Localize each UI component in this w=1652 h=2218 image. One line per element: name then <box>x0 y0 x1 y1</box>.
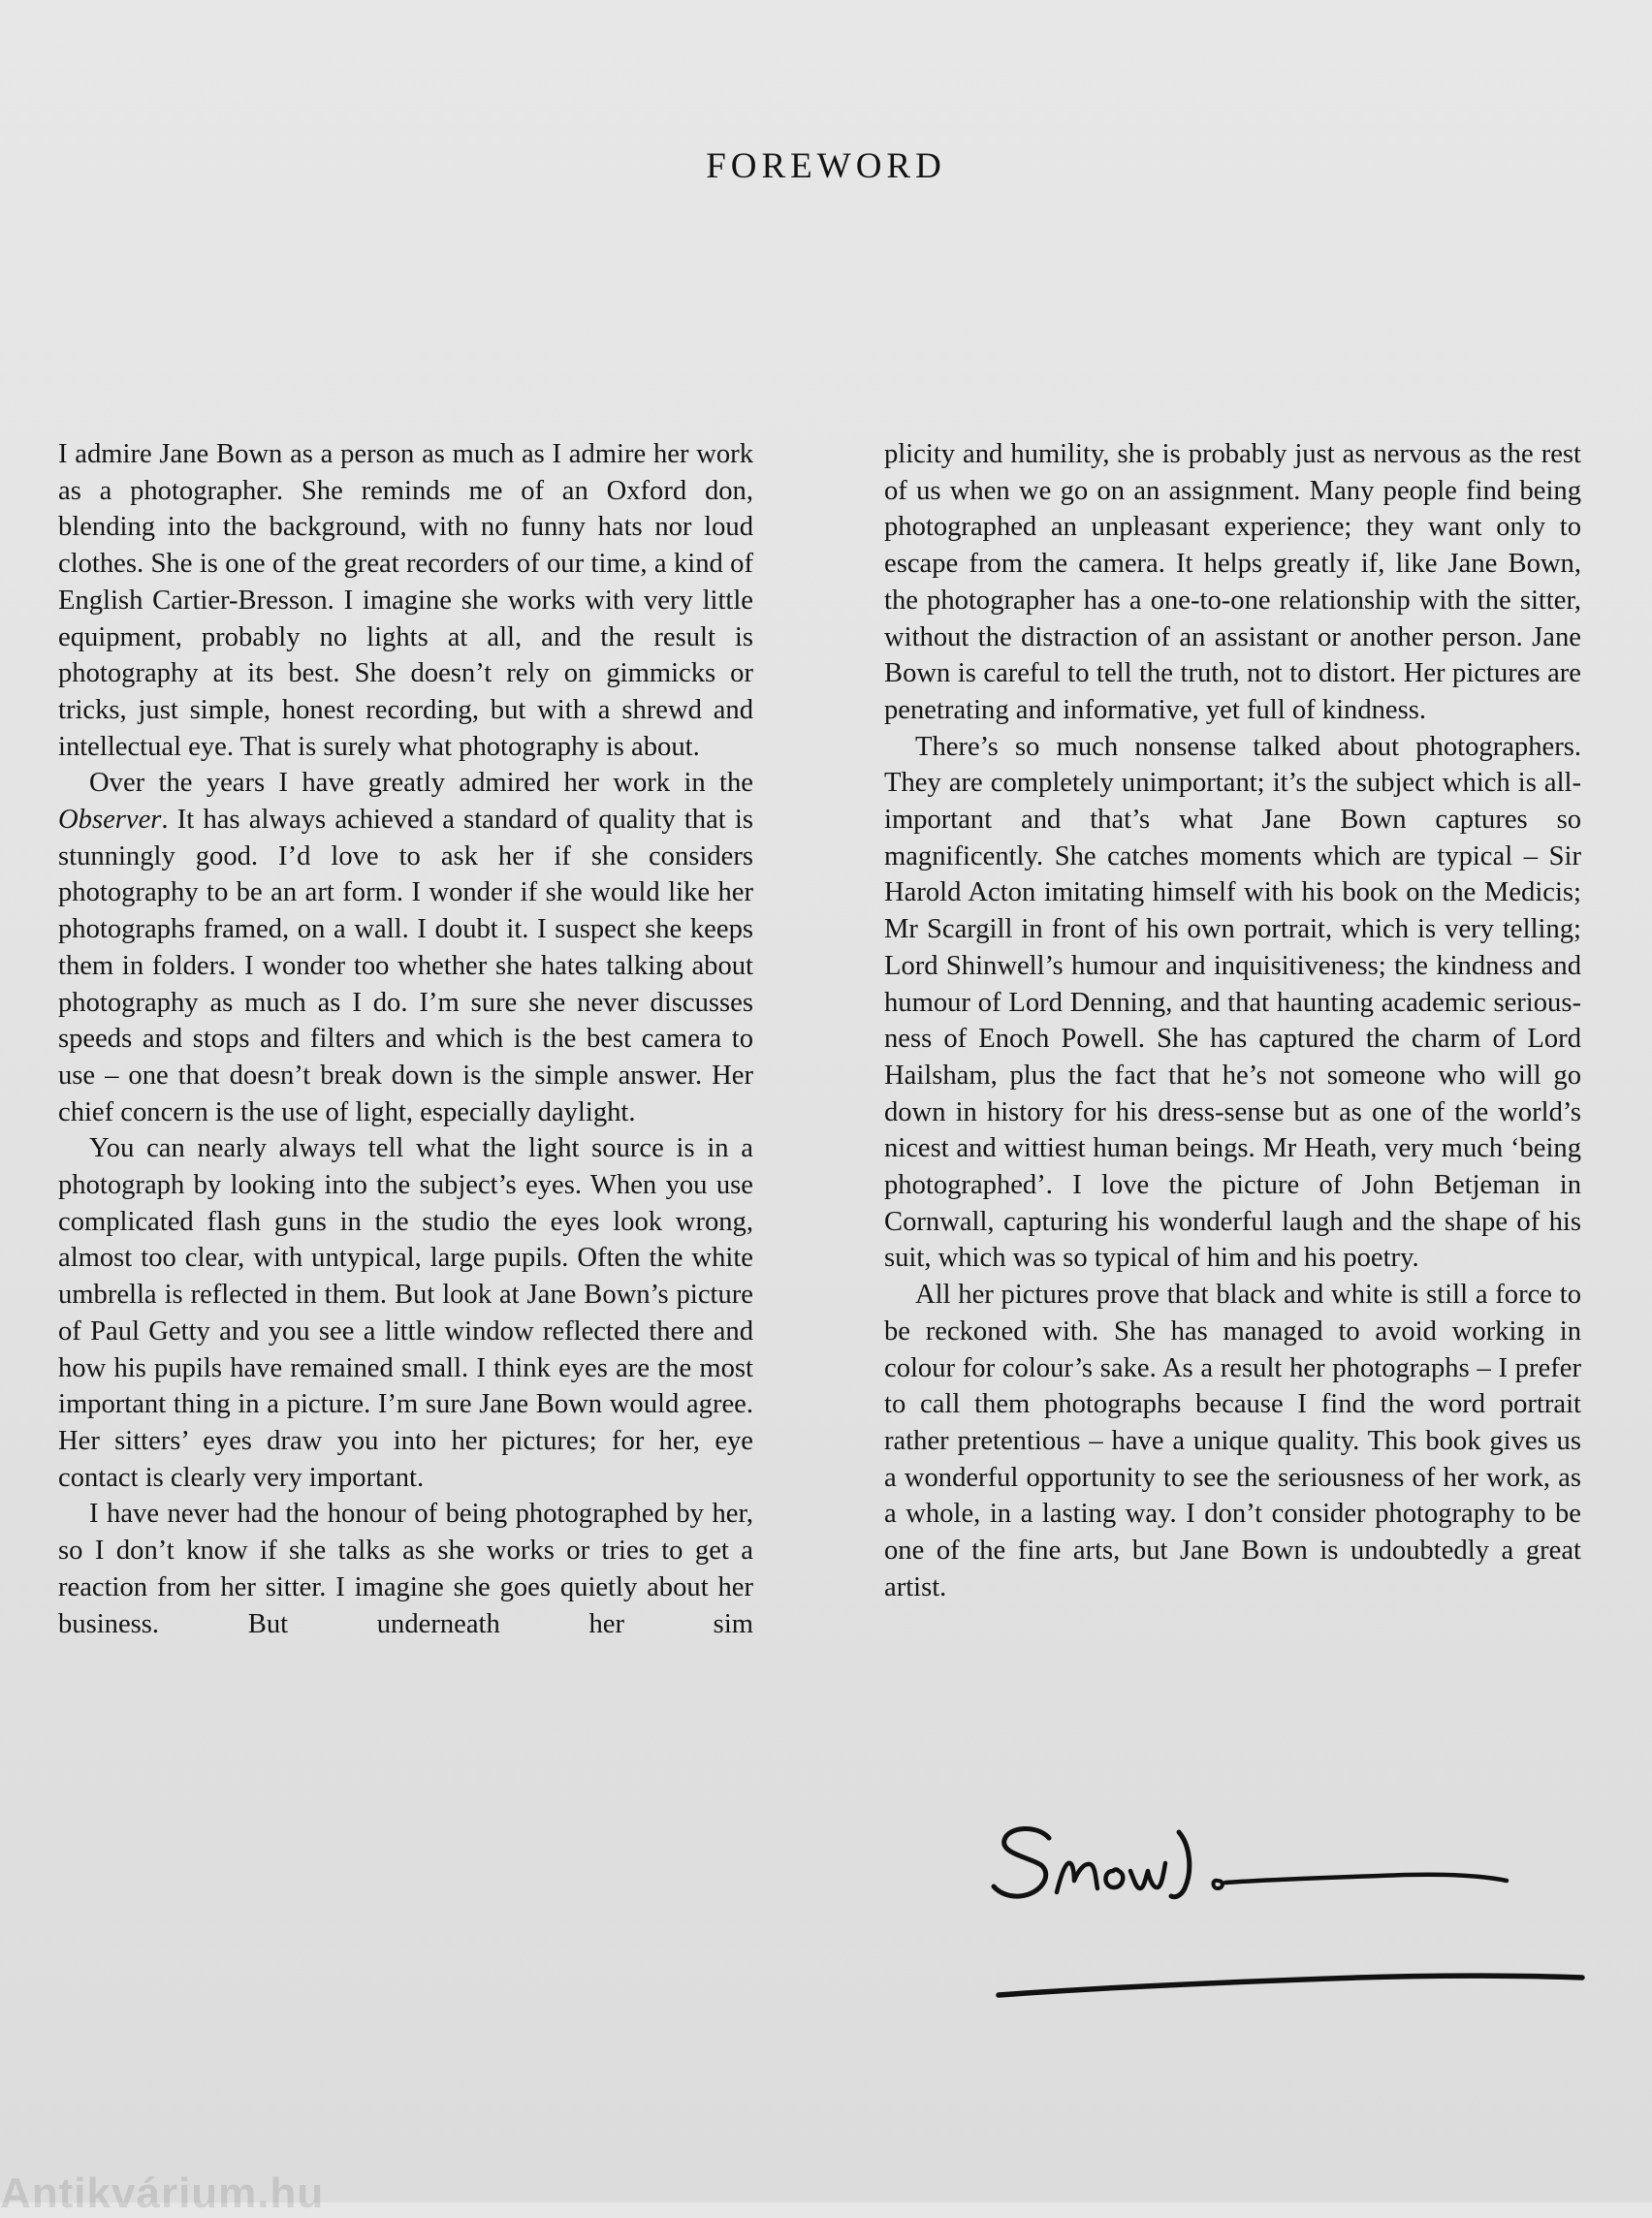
paragraph-5: plicity and humility, she is probably just as nervous as the rest of us when we go on an assignment. Many people find being photographed an unpleasant experience; they want only to escape from the camera. It helps greatly if, like Jane Bown, the photographer has a one-to-one relationship with the sitter, without the distraction of an assistant or another person. Jane Bown is careful to tell the truth, not to distort. Her pictures are penetrating and informative, yet full of kindness. <box>884 439 1581 725</box>
paragraph-2-end: . It has always achieved a standard of quality that is stunningly good. I’d love to ask her if she considers photography to be an art form. I wonder if she would like her photographs framed, on a wall. I doubt it. I suspect she keeps them in folders. I wonder too whether she hates talking about photography as much as I do. I’m sure she never discusses speeds and stops and filters and which is the best camera to use – one that doesn’t break down is the simple answer. Her chief concern is the use of light, especially daylight. <box>58 805 753 1127</box>
paragraph-4: I have never had the honour of being photographed by her, so I don’t know if she talks as she works or tries to get a reaction from her sitter. I imagine she goes quietly about her business. But underneath her sim <box>58 1499 753 1639</box>
watermark: Antikvárium.hu <box>0 2170 325 2217</box>
paragraph-3: You can nearly always tell what the light source is in a photograph by looking into the subject’s eyes. When you use complicated flash guns in the studio the eyes look wrong, almost too clear, with untypical, large pupils. Often the white umbrella is reflected in them. But look at Jane Bown’s picture of Paul Getty and you see a little window reflected there and how his pupils have remained small. I think eyes are the most important thing in a picture. I’m sure Jane Bown would agree. Her sitters’ eyes draw you into her pictures; for her, eye contact is clearly very important. <box>58 1133 753 1493</box>
paragraph-2 <box>58 765 753 1130</box>
paragraph-1: I admire Jane Bown as a person as much as I admire her work as a photographer. She reminds me of an Oxford don, blending into the background, with no funny hats nor loud clothes. She is one of the great recorders of our time, a kind of English Cartier-Bresson. I imagine she works with very little equipment, probably no lights at all, and the result is photography at its best. She doesn’t rely on gimmicks or tricks, just simple, honest recording, but with a shrewd and intellectual eye. That is surely what photography is about. <box>58 439 753 762</box>
publication-name: Observer <box>58 805 162 836</box>
left-column <box>58 436 753 1642</box>
right-column <box>884 436 1581 1606</box>
page-title: FOREWORD <box>706 146 946 186</box>
paragraph-2-start: Over the years I have greatly admired her work in the <box>89 768 753 799</box>
paragraph-6: There’s so much nonsense talked about photographers. They are completely unimportant; it’s the subject which is all-important and that’s what Jane Bown captures so magnificently. She catches moments which are typical – Sir Harold Acton imitating himself with his book on the Medicis; Mr Scargill in front of his own portrait, which is very telling; Lord Shinwell’s humour and inquisitiveness; the kindness and humour of Lord Denning, and that haunting academic seriousness of Enoch Powell. She has captured the charm of Lord Hailsham, plus the fact that he’s not someone who will go down in history for his dress-sense but as one of the world’s nicest and wittiest human beings. Mr Heath, very much ‘being photographed’. I love the picture of John Betjeman in Cornwall, capturing his wonderful laugh and the shape of his suit, which was so typical of him and his poetry. <box>884 731 1581 1274</box>
paragraph-7: All her pictures prove that black and white is still a force to be reckoned with. She has managed to avoid working in colour for colour’s sake. As a result her photographs – I prefer to call them photographs because I find the word portrait rather pretentious – have a unique quality. This book gives us a wonderful opportunity to see the seriousness of her work, as a whole, in a lasting way. I don’t consider photography to be one of the fine arts, but Jane Bown is undoubtedly a great artist. <box>884 1280 1581 1602</box>
author-signature <box>989 1803 1609 2026</box>
